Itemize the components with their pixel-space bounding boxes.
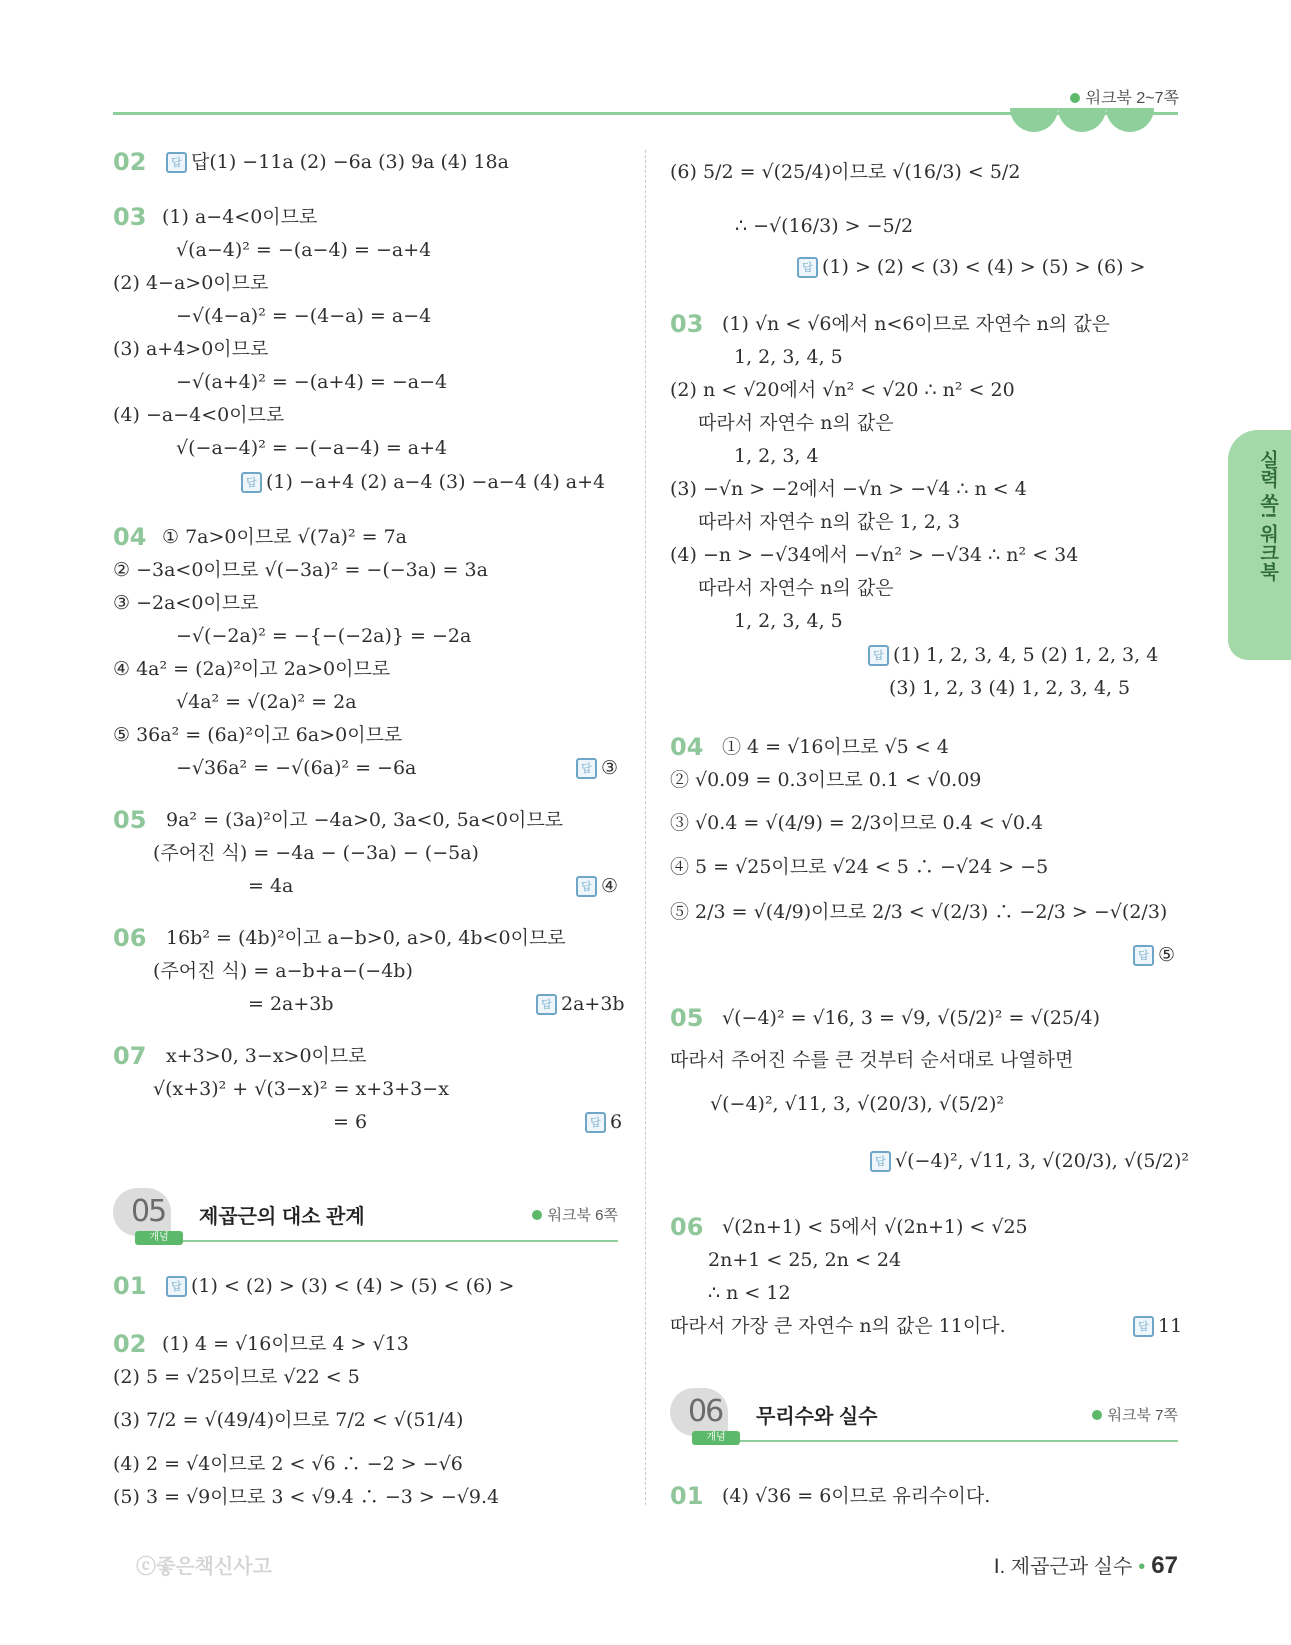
section-number: 05 bbox=[131, 1194, 166, 1229]
section-title: 무리수와 실수 bbox=[756, 1406, 878, 1428]
solution-line: ② √0.09 = 0.3이므로 0.1 < √0.09 bbox=[670, 769, 982, 791]
solution-line: ⑤ 36a² = (6a)²이고 6a>0이므로 bbox=[113, 724, 403, 746]
solution-line: −√36a² = −√(6a)² = −6a bbox=[176, 757, 417, 779]
solution-line: (주어진 식) = a−b+a−(−4b) bbox=[153, 960, 413, 982]
problem-number: 04 bbox=[113, 523, 147, 551]
scallop-decoration bbox=[1058, 108, 1106, 132]
problem-number: 02 bbox=[113, 148, 147, 176]
answer-badge-icon: 답 bbox=[585, 1112, 606, 1133]
solution-line: (2) 5 = √25이므로 √22 < 5 bbox=[113, 1366, 360, 1388]
problem-number: 07 bbox=[113, 1042, 147, 1070]
solution-line: 16b² = (4b)²이고 a−b>0, a>0, 4b<0이므로 bbox=[166, 927, 566, 949]
bullet-icon bbox=[532, 1210, 542, 1220]
answer-badge-icon: 답 bbox=[166, 1276, 187, 1297]
scallop-decoration bbox=[1106, 108, 1154, 132]
solution-line: ① 4 = √16이므로 √5 < 4 bbox=[722, 736, 949, 758]
publisher-mark: ⓒ좋은책신사고 bbox=[136, 1556, 272, 1578]
answer-badge-icon: 답 bbox=[1133, 1316, 1154, 1337]
page-number: 67 bbox=[1151, 1552, 1178, 1579]
answer-badge-icon: 답 bbox=[536, 994, 557, 1015]
solution-line: (2) 4−a>0이므로 bbox=[113, 272, 269, 294]
solution-line: (3) a+4>0이므로 bbox=[113, 338, 269, 360]
section-underline bbox=[740, 1440, 1178, 1442]
answer: 답 (1) −a+4 (2) a−4 (3) −a−4 (4) a+4 bbox=[241, 468, 605, 496]
bullet-icon bbox=[1070, 93, 1080, 103]
solution-line: −√(−2a)² = −{−(−2a)} = −2a bbox=[176, 625, 472, 647]
bullet-icon bbox=[1092, 1410, 1102, 1420]
solution-line: (1) a−4<0이므로 bbox=[162, 206, 318, 228]
solution-line: 따라서 자연수 n의 값은 bbox=[698, 577, 894, 599]
solution-line: (주어진 식) = −4a − (−3a) − (−5a) bbox=[153, 842, 479, 864]
answer-badge-icon: 답 bbox=[868, 645, 889, 666]
solution-line: √(2n+1) < 5에서 √(2n+1) < √25 bbox=[722, 1216, 1028, 1238]
solution-line: √(−a−4)² = −(−a−4) = a+4 bbox=[176, 437, 448, 459]
problem-number: 04 bbox=[670, 733, 704, 761]
section-underline bbox=[183, 1240, 618, 1242]
answer-badge-icon: 답 bbox=[576, 876, 597, 897]
answer-badge-icon: 답 bbox=[241, 472, 262, 493]
solution-line: (5) 3 = √9이므로 3 < √9.4 ∴ −3 > −√9.4 bbox=[113, 1486, 500, 1508]
answer-badge-icon: 답 bbox=[1133, 945, 1154, 966]
problem-number: 03 bbox=[670, 310, 704, 338]
solution-line: (3) −√n > −2에서 −√n > −√4 ∴ n < 4 bbox=[670, 478, 1027, 500]
problem-number: 05 bbox=[670, 1004, 704, 1032]
solution-line: ⑤ 2/3 = √(4/9)이므로 2/3 < √(2/3) ∴ −2/3 > −√(2/3) bbox=[670, 901, 1168, 923]
section-number: 06 bbox=[688, 1394, 723, 1429]
section-header bbox=[670, 1388, 1178, 1458]
solution-line: (4) 2 = √4이므로 2 < √6 ∴ −2 > −√6 bbox=[113, 1453, 463, 1475]
answer: 답 11 bbox=[1133, 1312, 1182, 1340]
solution-line: 9a² = (3a)²이고 −4a>0, 3a<0, 5a<0이므로 bbox=[166, 809, 564, 831]
solution-line: (6) 5/2 = √(25/4)이므로 √(16/3) < 5/2 bbox=[670, 161, 1021, 183]
solution-line: (4) −a−4<0이므로 bbox=[113, 404, 285, 426]
solution-line: 따라서 자연수 n의 값은 1, 2, 3 bbox=[698, 511, 961, 533]
solution-line: ∴ −√(16/3) > −5/2 bbox=[735, 215, 914, 237]
answer: 답 2a+3b bbox=[536, 990, 625, 1018]
answer: 답 √(−4)², √11, 3, √(20/3), √(5/2)² bbox=[870, 1147, 1189, 1175]
solution-line: ④ 5 = √25이므로 √24 < 5 ∴ −√24 > −5 bbox=[670, 856, 1049, 878]
answer: 답 (1) 1, 2, 3, 4, 5 (2) 1, 2, 3, 4 bbox=[868, 641, 1158, 669]
solution-line: = 6 bbox=[333, 1111, 368, 1133]
answer-badge-icon: 답 bbox=[166, 152, 187, 173]
solution-line: −√(a+4)² = −(a+4) = −a−4 bbox=[176, 371, 448, 393]
problem-number: 02 bbox=[113, 1330, 147, 1358]
problem-number: 06 bbox=[670, 1213, 704, 1241]
workbook-reference: 워크북 2~7쪽 bbox=[1070, 85, 1179, 108]
side-tab-label: 실력 쏙! 워크북 bbox=[1257, 450, 1278, 581]
section-title: 제곱근의 대소 관계 bbox=[199, 1206, 365, 1228]
solution-line: (1) 4 = √16이므로 4 > √13 bbox=[162, 1333, 409, 1355]
answer-badge-icon: 답 bbox=[576, 758, 597, 779]
solution-line: ∴ n < 12 bbox=[708, 1282, 791, 1304]
solution-line: √(−4)² = √16, 3 = √9, √(5/2)² = √(25/4) bbox=[722, 1007, 1101, 1029]
column-divider bbox=[645, 150, 646, 1505]
solution-line: √(a−4)² = −(a−4) = −a+4 bbox=[176, 239, 432, 261]
answer-badge-icon: 답 bbox=[870, 1151, 891, 1172]
solution-line: ③ −2a<0이므로 bbox=[113, 592, 259, 614]
solution-line: √(x+3)² + √(3−x)² = x+3+3−x bbox=[153, 1078, 449, 1100]
solution-line: x+3>0, 3−x>0이므로 bbox=[166, 1045, 367, 1067]
section-header bbox=[113, 1188, 618, 1258]
solution-line: 1, 2, 3, 4, 5 bbox=[734, 610, 843, 632]
section-reference: 워크북 6쪽 bbox=[532, 1204, 618, 1225]
section-reference: 워크북 7쪽 bbox=[1092, 1404, 1178, 1425]
solution-line: ② −3a<0이므로 √(−3a)² = −(−3a) = 3a bbox=[113, 559, 488, 581]
solution-line: (2) n < √20에서 √n² < √20 ∴ n² < 20 bbox=[670, 379, 1015, 401]
section-tag: 개념 bbox=[692, 1431, 740, 1445]
solution-line: ④ 4a² = (2a)²이고 2a>0이므로 bbox=[113, 658, 391, 680]
solution-line: = 2a+3b bbox=[248, 993, 334, 1015]
solution-line: 따라서 가장 큰 자연수 n의 값은 11이다. bbox=[670, 1315, 1006, 1337]
answer: 답 6 bbox=[585, 1108, 622, 1136]
separator-dot-icon: • bbox=[1138, 1556, 1146, 1578]
solution-line: = 4a bbox=[248, 875, 294, 897]
page-footer bbox=[994, 1550, 1178, 1580]
solution-line: 1, 2, 3, 4, 5 bbox=[734, 346, 843, 368]
solution-line: (3) 7/2 = √(49/4)이므로 7/2 < √(51/4) bbox=[113, 1409, 464, 1431]
answer: 답 (1) < (2) > (3) < (4) > (5) < (6) > bbox=[166, 1272, 514, 1300]
solution-line: 따라서 주어진 수를 큰 것부터 순서대로 나열하면 bbox=[670, 1049, 1074, 1071]
chapter-title: Ⅰ. 제곱근과 실수 bbox=[993, 1556, 1133, 1578]
solution-line: (4) −n > −√34에서 −√n² > −√34 ∴ n² < 34 bbox=[670, 544, 1079, 566]
problem-number: 05 bbox=[113, 806, 147, 834]
solution-line: ③ √0.4̇ = √(4/9) = 2/3이므로 0.4 < √0.4̇ bbox=[670, 812, 1044, 834]
solution-line: √4a² = √(2a)² = 2a bbox=[176, 691, 357, 713]
solution-line: √(−4)², √11, 3, √(20/3), √(5/2)² bbox=[710, 1093, 1004, 1115]
section-tag: 개념 bbox=[135, 1231, 183, 1245]
problem-number: 06 bbox=[113, 924, 147, 952]
answer-badge-icon: 답 bbox=[797, 257, 818, 278]
problem-number: 01 bbox=[670, 1482, 704, 1510]
solution-line: ① 7a>0이므로 √(7a)² = 7a bbox=[162, 526, 407, 548]
problem-number: 01 bbox=[113, 1272, 147, 1300]
answer: 답 답(1) −11a (2) −6a (3) 9a (4) 18a bbox=[166, 148, 509, 176]
solution-line: (1) √n < √6에서 n<6이므로 자연수 n의 값은 bbox=[722, 313, 1111, 335]
problem-number: 03 bbox=[113, 203, 147, 231]
answer: 답 (1) > (2) < (3) < (4) > (5) > (6) > bbox=[797, 253, 1145, 281]
solution-line: (4) √36 = 6이므로 유리수이다. bbox=[722, 1485, 991, 1507]
scallop-decoration bbox=[1010, 108, 1058, 132]
solution-line: 1, 2, 3, 4 bbox=[734, 445, 819, 467]
answer: 답 ⑤ bbox=[1133, 941, 1175, 969]
answer: 답 ④ bbox=[576, 872, 618, 900]
answer: 답 ③ bbox=[576, 754, 618, 782]
solution-line: 2n+1 < 25, 2n < 24 bbox=[708, 1249, 902, 1271]
solution-line: 따라서 자연수 n의 값은 bbox=[698, 412, 894, 434]
solution-line: −√(4−a)² = −(4−a) = a−4 bbox=[176, 305, 432, 327]
answer-continued: (3) 1, 2, 3 (4) 1, 2, 3, 4, 5 bbox=[889, 677, 1131, 699]
